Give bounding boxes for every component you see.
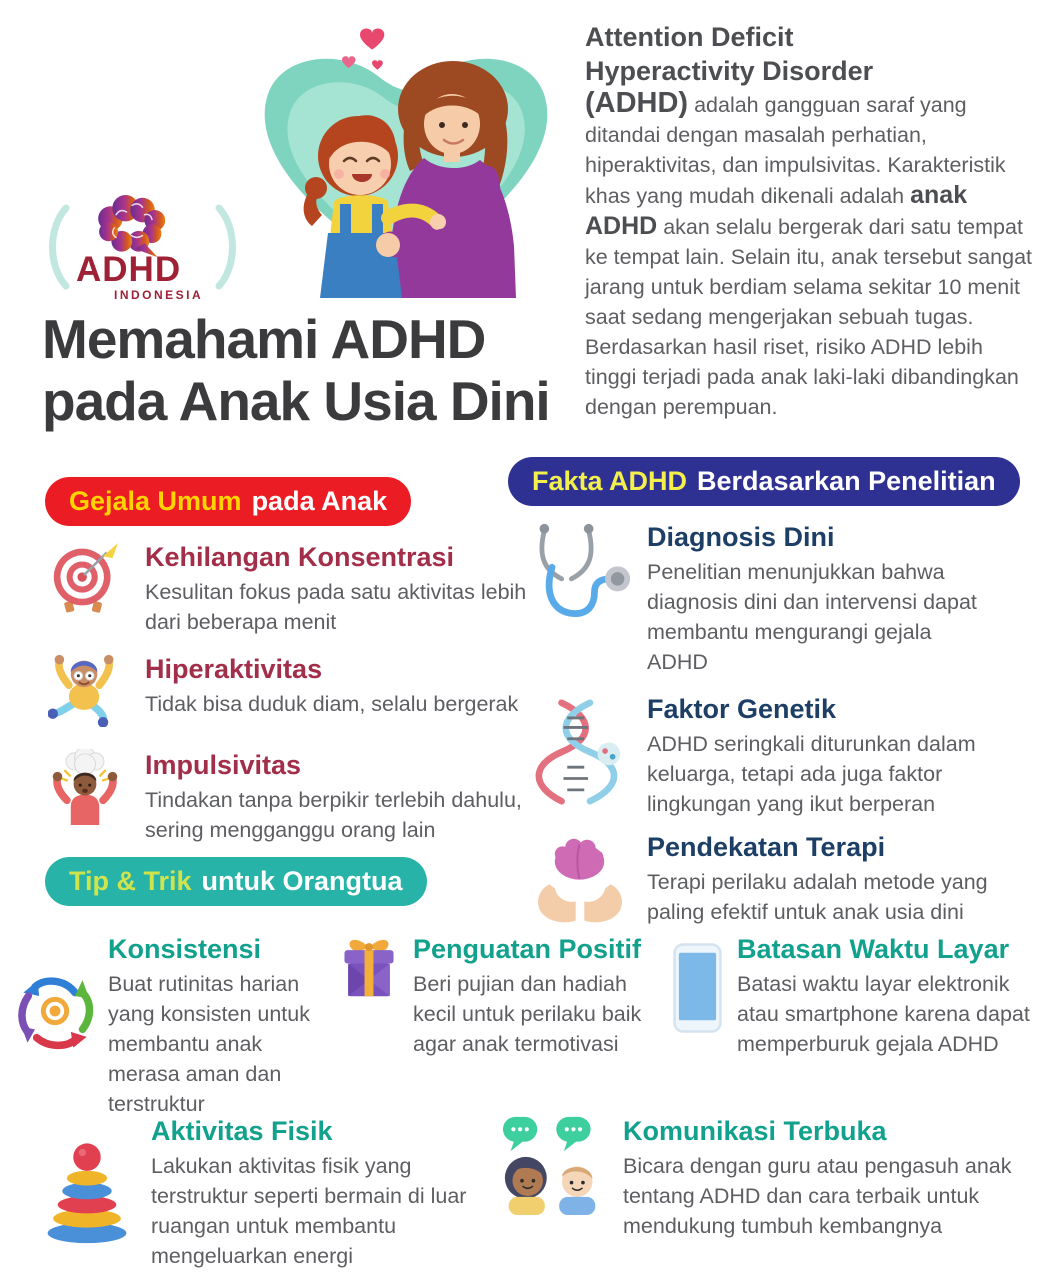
fact-title: Diagnosis Dini bbox=[647, 522, 835, 552]
intro-text-2: akan selalu bergerak dari satu tempat ke tempat lain. Selain itu, anak tersebut sangat jarang untuk berdiam selama sekitar 10 menit saat sedang mengerjakan sebuah tugas. Berdasarkan hasil riset, risiko ADHD lebih tinggi terjadi pada anak laki-laki dibandingkan dengan perempuan. bbox=[585, 215, 1032, 419]
symptom-item-impulsivitas bbox=[45, 749, 550, 845]
intro-lead-line2: Hyperactivity Disorder bbox=[585, 56, 874, 86]
tips-row-2 bbox=[35, 1115, 1030, 1271]
symptom-desc: Tidak bisa duduk diam, selalu bergerak bbox=[145, 692, 519, 716]
tip-title: Komunikasi Terbuka bbox=[623, 1116, 887, 1146]
intro-text-1: adalah gangguan saraf yang ditandai dengan masalah perhatian, hiperaktivitas, dan impulsivitas. Karakteristik khas yang mudah dikenali adalah bbox=[585, 93, 1006, 208]
badge-highlight: Gejala Umum bbox=[69, 486, 242, 516]
facts-list bbox=[512, 521, 1040, 930]
impulsive-child-icon bbox=[45, 749, 125, 825]
hearts-decoration bbox=[342, 28, 384, 69]
tip-desc: Beri pujian dan hadiah kecil untuk perilaku baik agar anak termotivasi bbox=[413, 972, 642, 1056]
intro-lead-line3: (ADHD) bbox=[585, 87, 689, 119]
logo-sub-text: INDONESIA bbox=[114, 288, 204, 302]
tip-desc: Buat rutinitas harian yang konsisten untuk membantu anak merasa aman dan terstruktur bbox=[108, 972, 310, 1116]
tip-item-penguatan-positif bbox=[338, 933, 668, 1119]
tips-section-badge bbox=[45, 857, 427, 906]
smartphone-icon bbox=[673, 933, 722, 1038]
tip-item-aktivitas-fisik bbox=[35, 1115, 485, 1271]
intro-paragraph bbox=[585, 20, 1037, 422]
symptom-title: Kehilangan Konsentrasi bbox=[145, 542, 455, 572]
logo-brand-text: ADHD bbox=[76, 250, 182, 289]
tip-desc: Lakukan aktivitas fisik yang terstruktur seperti bermain di luar ruangan untuk membantu mengeluarkan energi bbox=[151, 1154, 467, 1268]
fact-desc: Terapi perilaku adalah metode yang paling efektif untuk anak usia dini bbox=[647, 870, 988, 924]
page-title bbox=[42, 308, 550, 432]
children-talking-icon bbox=[497, 1115, 607, 1220]
hands-holding-brain-icon bbox=[512, 831, 647, 930]
intro-mid-bold: anak ADHD bbox=[585, 181, 968, 240]
fact-item-faktor-genetik bbox=[512, 693, 1040, 819]
tip-title: Penguatan Positif bbox=[413, 934, 642, 964]
mother-hugging-child-image bbox=[238, 6, 573, 298]
tip-title: Aktivitas Fisik bbox=[151, 1116, 333, 1146]
symptom-item-hiperaktivitas bbox=[45, 653, 550, 727]
symptoms-list bbox=[45, 541, 550, 845]
tips-row-1 bbox=[8, 933, 1033, 1119]
gift-icon bbox=[340, 933, 398, 1006]
symptom-title: Hiperaktivitas bbox=[145, 654, 323, 684]
fact-title: Pendekatan Terapi bbox=[647, 832, 886, 862]
cycle-arrows-icon bbox=[15, 933, 95, 1056]
dna-icon bbox=[512, 693, 647, 805]
symptom-title: Impulsivitas bbox=[145, 750, 302, 780]
dartboard-target-icon bbox=[45, 541, 125, 615]
tip-item-konsistensi bbox=[8, 933, 338, 1119]
facts-section-badge bbox=[508, 457, 1020, 506]
stethoscope-icon bbox=[512, 521, 647, 629]
fact-title: Faktor Genetik bbox=[647, 694, 837, 724]
fact-desc: Penelitian menunjukkan bahwa diagnosis dini dan intervensi dapat membantu mengurangi gejala ADHD bbox=[647, 560, 977, 674]
hyperactive-child-icon bbox=[45, 653, 125, 727]
tip-desc: Bicara dengan guru atau pengasuh anak tentang ADHD dan cara terbaik untuk mendukung tumbuh kembangnya bbox=[623, 1154, 1012, 1238]
fact-item-pendekatan-terapi bbox=[512, 831, 1040, 930]
intro-lead-line1: Attention Deficit bbox=[585, 22, 794, 52]
badge-rest: untuk Orangtua bbox=[201, 866, 403, 896]
fact-item-diagnosis-dini bbox=[512, 521, 1040, 677]
symptom-item-konsentrasi bbox=[45, 541, 550, 637]
adhd-indonesia-logo bbox=[40, 190, 245, 312]
tip-title: Konsistensi bbox=[108, 934, 262, 964]
page-title-line1: Memahami ADHD bbox=[42, 308, 486, 370]
symptom-desc: Tindakan tanpa berpikir terlebih dahulu, sering mengganggu orang lain bbox=[145, 788, 522, 842]
stacking-rings-toy-icon bbox=[43, 1115, 131, 1250]
tip-desc: Batasi waktu layar elektronik atau smartphone karena dapat memperburuk gejala ADHD bbox=[737, 972, 1030, 1056]
mother-child-illustration bbox=[238, 6, 573, 298]
tip-item-batasan-waktu-layar bbox=[668, 933, 1033, 1119]
tip-item-komunikasi-terbuka bbox=[485, 1115, 1030, 1271]
page-title-line2: pada Anak Usia Dini bbox=[42, 370, 550, 432]
badge-rest: pada Anak bbox=[251, 486, 388, 516]
badge-highlight: Tip & Trik bbox=[69, 866, 192, 896]
symptom-desc: Kesulitan fokus pada satu aktivitas lebih dari beberapa menit bbox=[145, 580, 527, 634]
badge-rest: Berdasarkan Penelitian bbox=[697, 466, 996, 496]
tip-title: Batasan Waktu Layar bbox=[737, 934, 1010, 964]
fact-desc: ADHD seringkali diturunkan dalam keluarga, tetapi ada juga faktor lingkungan yang ikut berperan bbox=[647, 732, 976, 816]
symptoms-section-badge bbox=[45, 477, 411, 526]
badge-highlight: Fakta ADHD bbox=[532, 466, 688, 496]
